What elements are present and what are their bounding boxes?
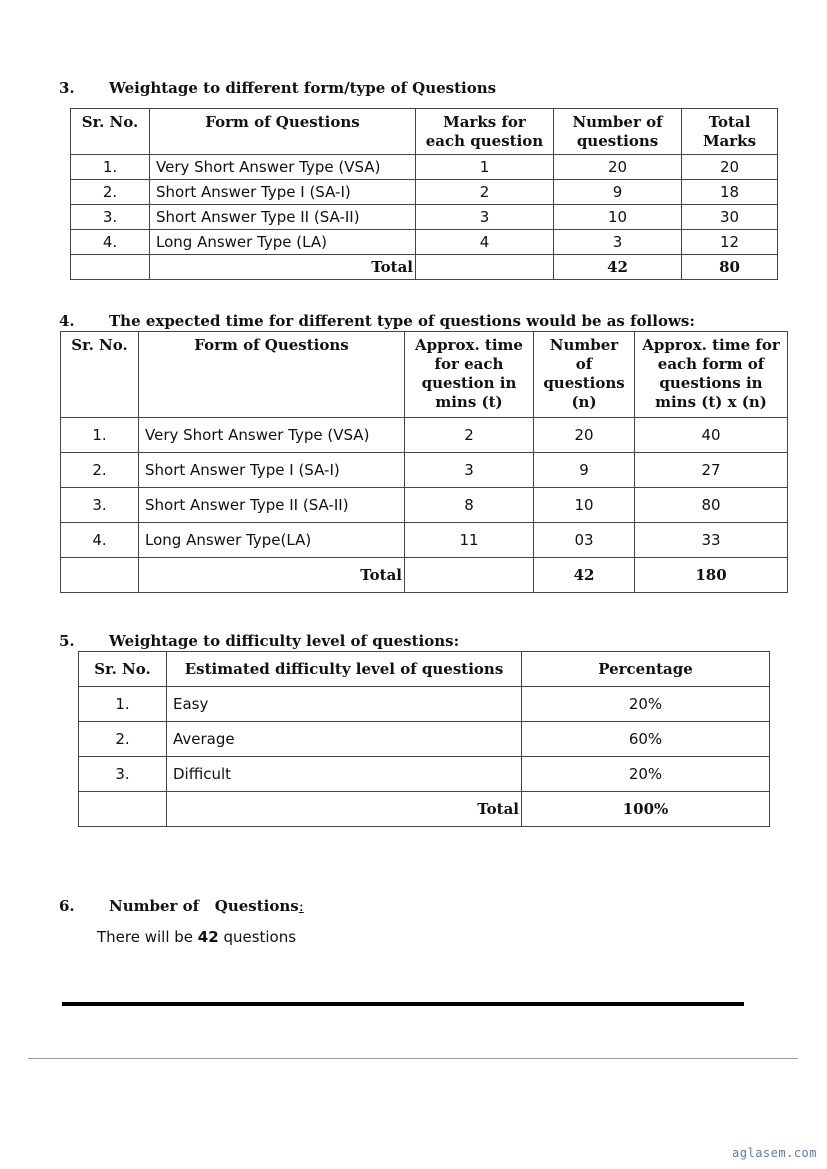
empty-cell — [416, 255, 554, 280]
cell: 40 — [635, 418, 788, 453]
table-row — [61, 523, 788, 558]
cell: 10 — [554, 205, 682, 230]
text-after: questions — [218, 928, 297, 946]
cell: 3. — [61, 488, 139, 523]
table-row — [71, 230, 778, 255]
cell: 1 — [416, 155, 554, 180]
cell: Short Answer Type II (SA-II) — [139, 488, 405, 523]
col-header: Sr. No. — [71, 109, 150, 155]
expected-time-table — [60, 331, 788, 593]
cell: Easy — [167, 687, 522, 722]
total-label: Total — [150, 255, 416, 280]
difficulty-level-table — [78, 651, 770, 827]
cell: 12 — [682, 230, 778, 255]
table-header-row — [71, 109, 778, 155]
section-6-number: 6. — [59, 897, 75, 915]
cell: 4. — [61, 523, 139, 558]
col-header: Form of Questions — [139, 332, 405, 418]
cell: 80 — [635, 488, 788, 523]
cell: 20 — [554, 155, 682, 180]
cell: 20 — [534, 418, 635, 453]
cell: 3 — [554, 230, 682, 255]
total-row — [79, 792, 770, 827]
total-time: 180 — [635, 558, 788, 593]
watermark: aglasem.com — [732, 1146, 817, 1160]
col-header: Approx. time for each question in mins (t) — [405, 332, 534, 418]
total-percentage: 100% — [522, 792, 770, 827]
cell: 27 — [635, 453, 788, 488]
section-end-rule — [62, 1002, 744, 1006]
section-4-title: The expected time for different type of questions would be as follows: — [109, 312, 695, 330]
form-type-weightage-table — [70, 108, 778, 280]
cell: Difficult — [167, 757, 522, 792]
cell: 4. — [71, 230, 150, 255]
cell: Very Short Answer Type (VSA) — [150, 155, 416, 180]
table-row — [79, 722, 770, 757]
cell: 4 — [416, 230, 554, 255]
total-label: Total — [139, 558, 405, 593]
empty-cell — [79, 792, 167, 827]
cell: 2. — [79, 722, 167, 757]
cell: 3 — [405, 453, 534, 488]
empty-cell — [405, 558, 534, 593]
cell: 20% — [522, 757, 770, 792]
cell: 3. — [71, 205, 150, 230]
section-6-title-wrap — [109, 897, 304, 915]
cell: 3 — [416, 205, 554, 230]
cell: Short Answer Type I (SA-I) — [139, 453, 405, 488]
table-row — [79, 757, 770, 792]
table-row — [61, 453, 788, 488]
cell: 1. — [61, 418, 139, 453]
col-header: Marks for each question — [416, 109, 554, 155]
empty-cell — [61, 558, 139, 593]
section-6-colon: : — [298, 897, 304, 915]
empty-cell — [71, 255, 150, 280]
total-questions: 42 — [554, 255, 682, 280]
table-header-row — [79, 652, 770, 687]
cell: 20% — [522, 687, 770, 722]
table-row — [61, 418, 788, 453]
col-header: Form of Questions — [150, 109, 416, 155]
cell: 20 — [682, 155, 778, 180]
table-row — [71, 180, 778, 205]
col-header: Sr. No. — [61, 332, 139, 418]
cell: 2. — [61, 453, 139, 488]
table-row — [61, 488, 788, 523]
text-before: There will be — [97, 928, 198, 946]
section-3-title: Weightage to different form/type of Questions — [109, 79, 497, 97]
cell: 03 — [534, 523, 635, 558]
table-header-row — [61, 332, 788, 418]
total-label: Total — [167, 792, 522, 827]
cell: 9 — [554, 180, 682, 205]
col-header: Number of questions (n) — [534, 332, 635, 418]
total-row — [61, 558, 788, 593]
cell: 1. — [71, 155, 150, 180]
page-divider — [28, 1058, 798, 1059]
number-of-questions-text — [97, 928, 296, 946]
col-header: Percentage — [522, 652, 770, 687]
col-header: Approx. time for each form of questions in mins (t) x (n) — [635, 332, 788, 418]
cell: Very Short Answer Type (VSA) — [139, 418, 405, 453]
cell: Average — [167, 722, 522, 757]
table-row — [71, 155, 778, 180]
section-3-number: 3. — [59, 79, 75, 97]
cell: 2 — [416, 180, 554, 205]
cell: 8 — [405, 488, 534, 523]
total-questions: 42 — [534, 558, 635, 593]
section-4-number: 4. — [59, 312, 75, 330]
cell: Long Answer Type(LA) — [139, 523, 405, 558]
cell: 11 — [405, 523, 534, 558]
cell: Short Answer Type II (SA-II) — [150, 205, 416, 230]
cell: 1. — [79, 687, 167, 722]
cell: 2. — [71, 180, 150, 205]
section-5-title: Weightage to difficulty level of questions: — [109, 632, 460, 650]
col-header: Sr. No. — [79, 652, 167, 687]
section-6-title: Number of Questions — [109, 897, 299, 915]
cell: 60% — [522, 722, 770, 757]
table-row — [79, 687, 770, 722]
cell: 33 — [635, 523, 788, 558]
section-5-number: 5. — [59, 632, 75, 650]
cell: 3. — [79, 757, 167, 792]
cell: 18 — [682, 180, 778, 205]
cell: 2 — [405, 418, 534, 453]
total-marks: 80 — [682, 255, 778, 280]
cell: 10 — [534, 488, 635, 523]
col-header: Estimated difficulty level of questions — [167, 652, 522, 687]
cell: Short Answer Type I (SA-I) — [150, 180, 416, 205]
total-row — [71, 255, 778, 280]
col-header: Total Marks — [682, 109, 778, 155]
table-row — [71, 205, 778, 230]
question-count: 42 — [197, 928, 219, 946]
cell: 30 — [682, 205, 778, 230]
col-header: Number of questions — [554, 109, 682, 155]
cell: 9 — [534, 453, 635, 488]
cell: Long Answer Type (LA) — [150, 230, 416, 255]
